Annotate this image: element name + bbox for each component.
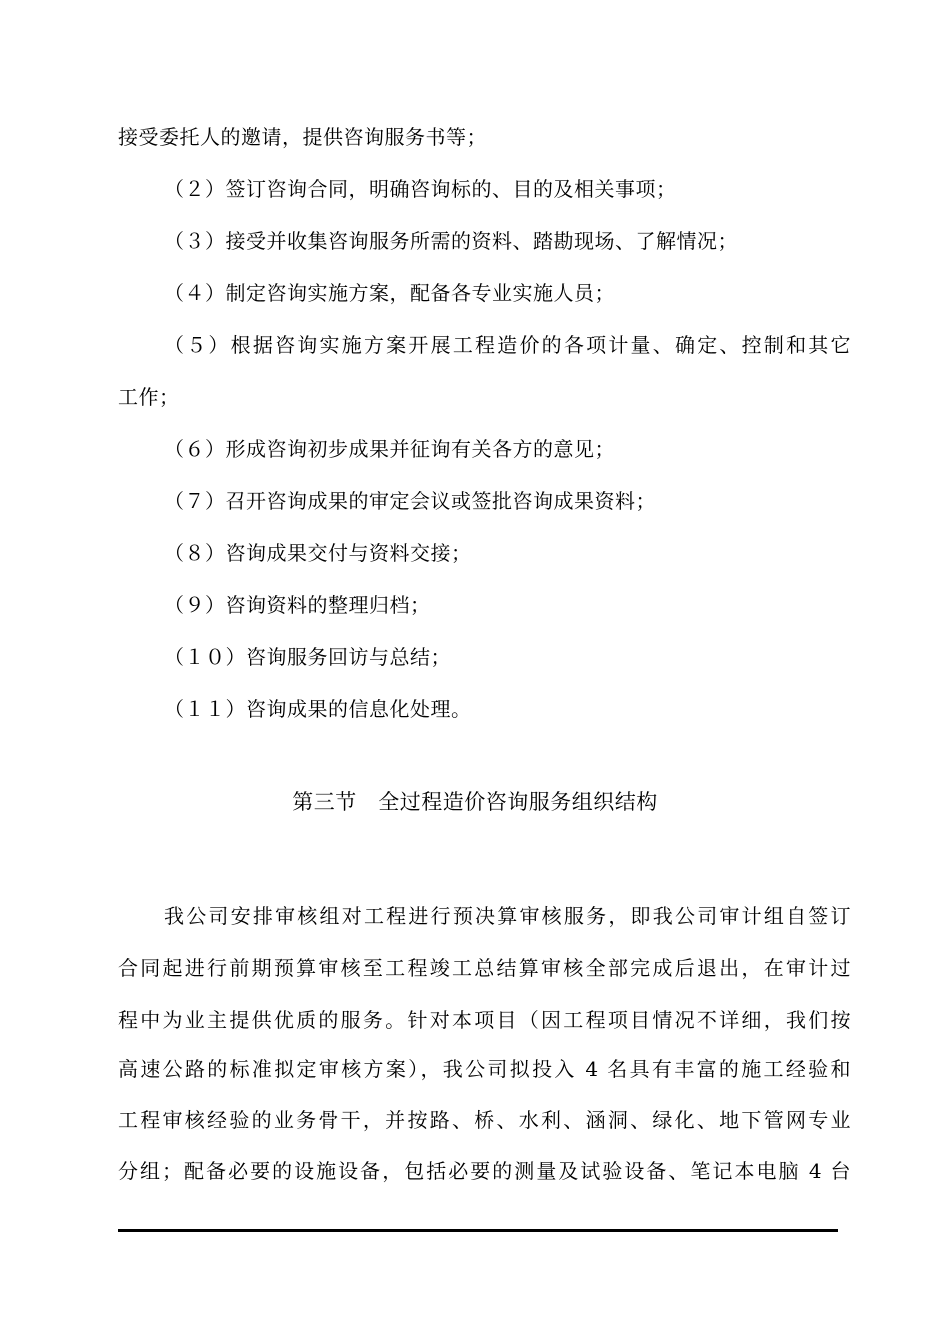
list-item-4: （４）制定咨询实施方案，配备各专业实施人员； <box>164 281 615 305</box>
list-item-6: （６）形成咨询初步成果并征询有关各方的意见； <box>164 437 615 461</box>
list-item-10: （１０）咨询服务回访与总结； <box>164 645 451 669</box>
list-item-5: （５）根据咨询实施方案开展工程造价的各项计量、确定、控制和其它 <box>164 333 851 357</box>
body-paragraph-line-2: 合同起进行前期预算审核至工程竣工总结算审核全部完成后退出，在审计过 <box>118 956 851 980</box>
body-paragraph-line-1: 我公司安排审核组对工程进行预决算审核服务，即我公司审计组自签订 <box>164 904 851 928</box>
list-item-8: （８）咨询成果交付与资料交接； <box>164 541 472 565</box>
body-paragraph-line-6: 分组；配备必要的设施设备，包括必要的测量及试验设备、笔记本电脑 4 台 <box>118 1159 851 1183</box>
body-paragraph-line-4: 高速公路的标准拟定审核方案），我公司拟投入 4 名具有丰富的施工经验和 <box>118 1057 851 1081</box>
body-paragraph-line-5: 工程审核经验的业务骨干，并按路、桥、水利、涵洞、绿化、地下管网专业 <box>118 1108 851 1132</box>
list-item-9: （９）咨询资料的整理归档； <box>164 593 431 617</box>
list-item-5-continuation: 工作； <box>118 385 180 409</box>
body-paragraph-line-3: 程中为业主提供优质的服务。针对本项目（因工程项目情况不详细，我们按 <box>118 1008 851 1032</box>
list-item-11: （１１）咨询成果的信息化处理。 <box>164 697 472 721</box>
section-heading: 第三节 全过程造价咨询服务组织结构 <box>292 790 658 814</box>
list-item-3: （３）接受并收集咨询服务所需的资料、踏勘现场、了解情况； <box>164 229 738 253</box>
footer-rule <box>118 1229 838 1232</box>
list-continuation-line: 接受委托人的邀请，提供咨询服务书等； <box>118 125 487 149</box>
list-item-7: （７）召开咨询成果的审定会议或签批咨询成果资料； <box>164 489 656 513</box>
list-item-2: （２）签订咨询合同，明确咨询标的、目的及相关事项； <box>164 177 677 201</box>
